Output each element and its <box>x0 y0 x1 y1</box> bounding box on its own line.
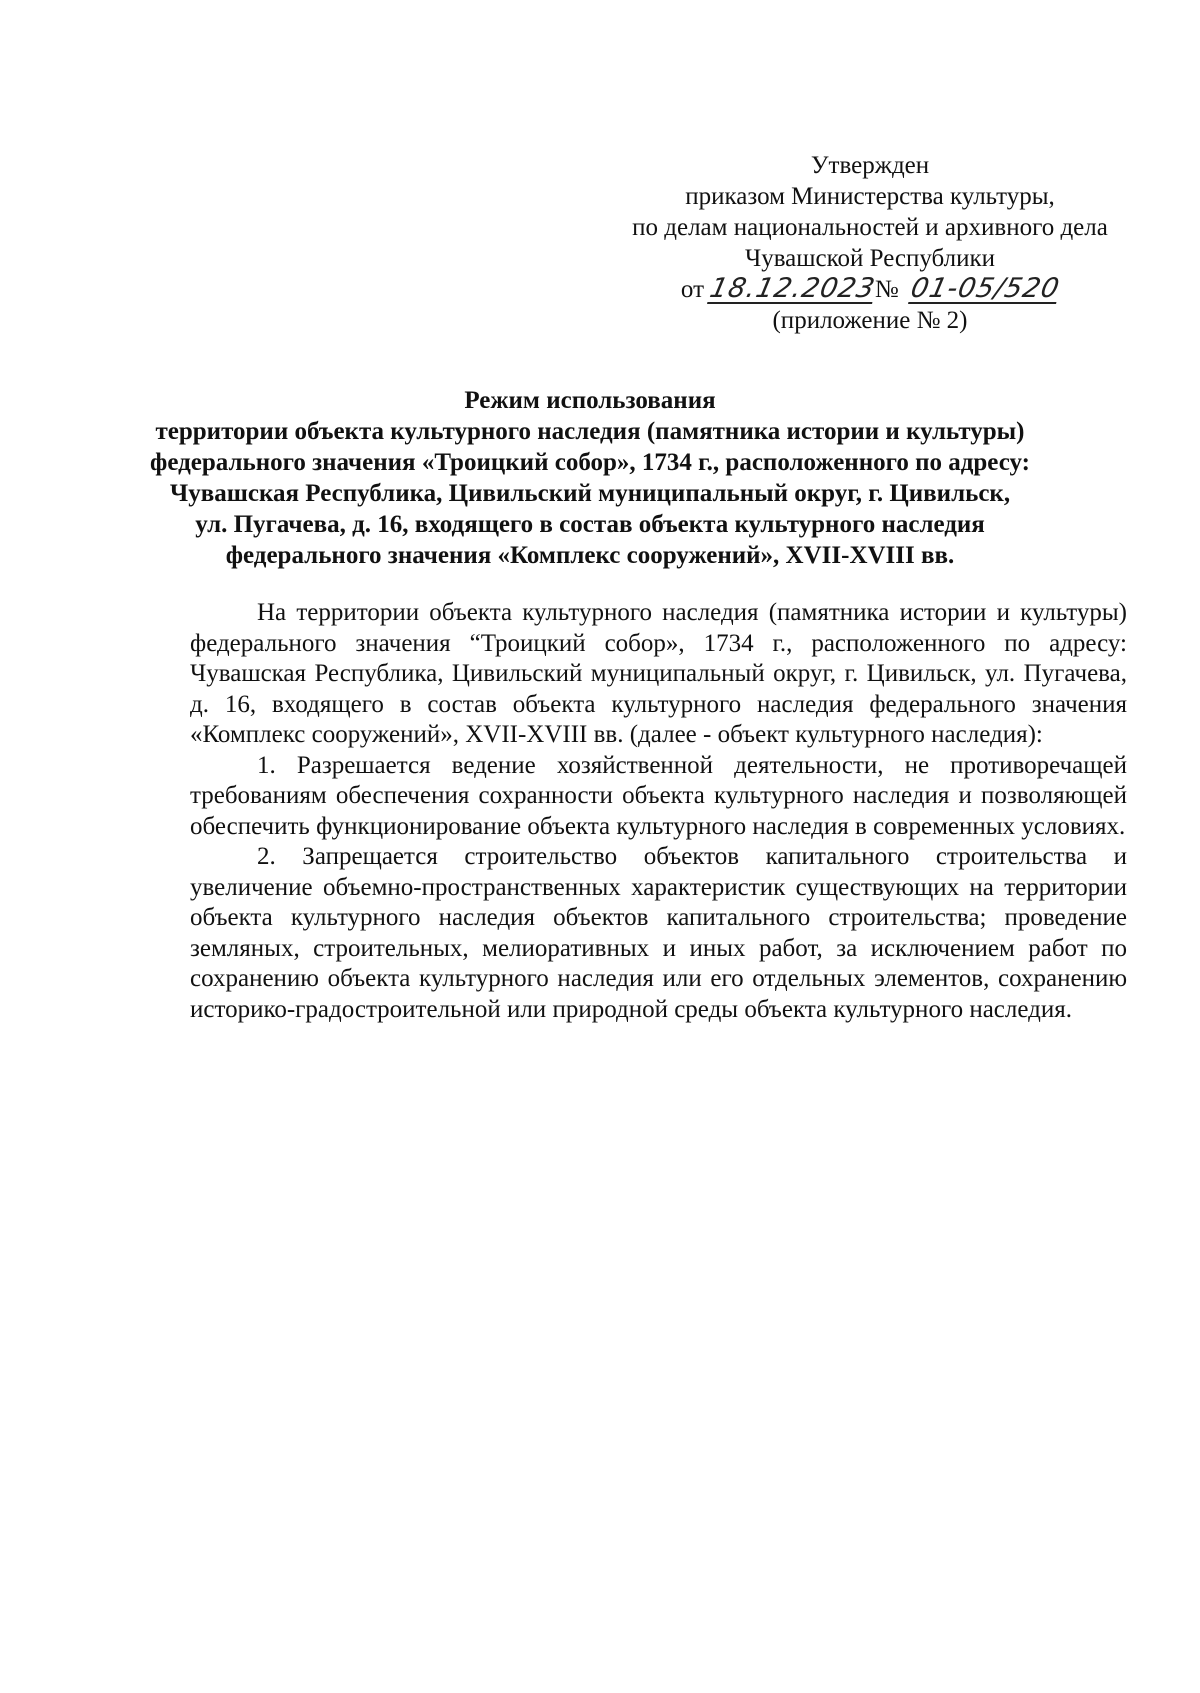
handwritten-date: 18.12.2023 <box>707 273 879 304</box>
title-line-4: Чувашская Республика, Цивильский муниципальный округ, г. Цивильск, <box>169 480 1011 507</box>
title-line-3: федерального значения «Троицкий собор», 1734 г., расположенного по адресу: <box>150 449 1030 476</box>
approval-heading: Утвержден <box>810 152 930 179</box>
approval-attachment-line: (приложение № 2) <box>772 307 968 334</box>
approval-stamp-block <box>600 150 1140 336</box>
approval-from-prefix: от <box>680 276 705 303</box>
approval-date-number-line <box>600 274 1140 305</box>
title-line-1: Режим использования <box>464 387 716 414</box>
item-1-paragraph: 1. Разрешается ведение хозяйственной деятельности, не противоречащей требованиям обеспечения сохранности объекта культурного наследия и позволяющей обеспечить функционирование объекта культурного наследия в современных условиях. <box>190 751 1127 840</box>
number-sign: № <box>874 276 899 303</box>
title-line-6: федерального значения «Комплекс сооружений», XVII-XVIII вв. <box>225 542 955 569</box>
approval-ministry-line: по делам национальностей и архивного дела <box>632 214 1108 241</box>
document-body <box>190 598 1127 1025</box>
title-line-2: территории объекта культурного наследия (памятника истории и культуры) <box>155 418 1025 445</box>
intro-paragraph: На территории объекта культурного наследия (памятника истории и культуры) федерального значения “Троицкий собор», 1734 г., расположенного по адресу: Чувашская Республика, Цивильский муниципальный округ, г. Цивильск, ул. Пугачева, д. 16, входящего в состав объекта культурного наследия федерального значения «Комплекс сооружений», XVII-XVIII вв. (далее - объект культурного наследия): <box>190 599 1127 748</box>
title-line-5: ул. Пугачева, д. 16, входящего в состав объекта культурного наследия <box>195 511 985 538</box>
item-2-paragraph: 2. Запрещается строительство объектов капитального строительства и увеличение объемно-пространственных характеристик существующих на территории объекта культурного наследия объектов капитального строительства; проведение земляных, строительных, мелиоративных и иных работ, за исключением работ по сохранению объекта культурного наследия или его отдельных элементов, сохранению историко-градостроительной или природной среды объекта культурного наследия. <box>190 843 1127 1023</box>
handwritten-order-number: 01-05/520 <box>908 273 1063 304</box>
document-title <box>150 385 1030 571</box>
approval-order-line: приказом Министерства культуры, <box>685 183 1055 210</box>
approval-republic-line: Чувашской Республики <box>744 245 996 272</box>
